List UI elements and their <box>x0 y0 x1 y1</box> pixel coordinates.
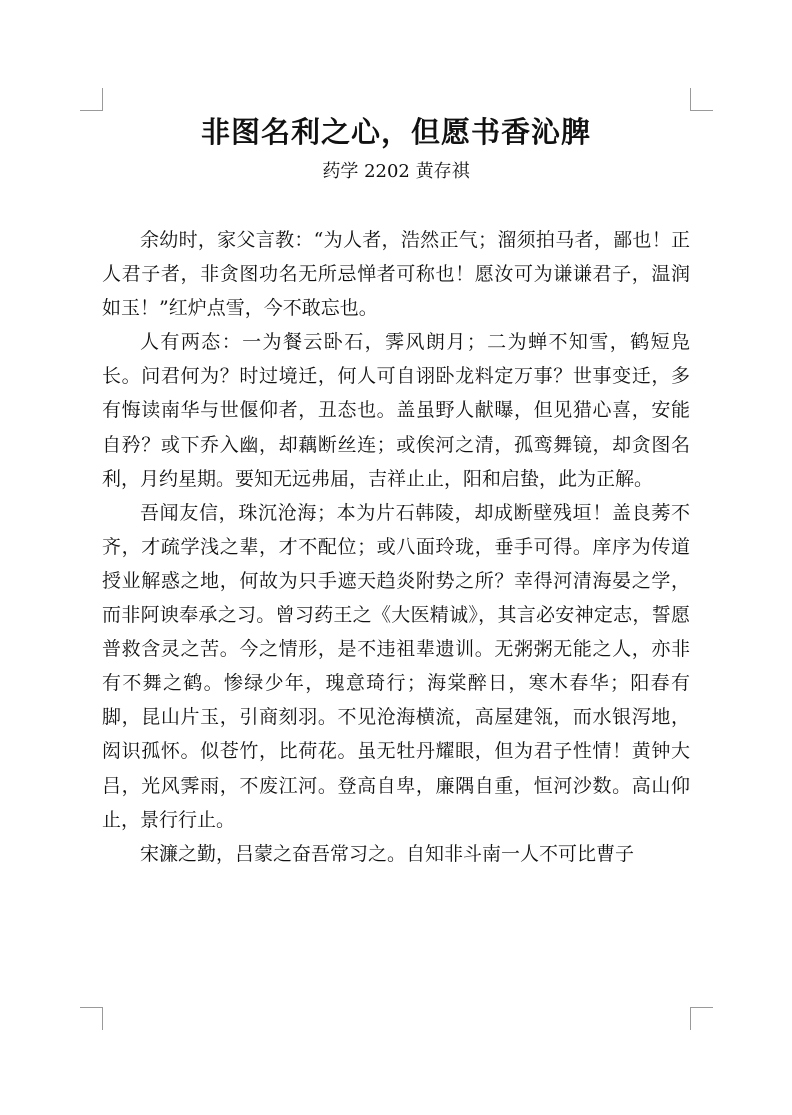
document-body <box>102 223 690 1005</box>
margin-corner-mark <box>690 1007 713 1030</box>
paragraph: 吾闻友信，珠沉沧海；本为片石韩陵，却成断壁残垣！盖良莠不齐，才疏学浅之辈，才不配位；或八面玲珑，垂手可得。庠序为传道授业解惑之地，何故为只手遮天趋炎附势之所？幸得河清海晏之学，而非阿谀奉承之习。曾习药王之《大医精诚》，其言必安神定志，誓愿普救含灵之苦。今之情形，是不违祖辈遗训。无粥粥无能之人，亦非有不舞之鹤。惨绿少年，瑰意琦行；海棠醉日，寒木春华；阳春有脚，昆山片玉，引商刻羽。不见沧海横流，高屋建瓴，而水银泻地，闳识孤怀。似苍竹，比荷花。虽无牡丹耀眼，但为君子性情！黄钟大吕，光风霁雨，不废江河。登高自卑，廉隅自重，恒河沙数。高山仰止，景行行止。 <box>102 501 690 831</box>
margin-corner-mark <box>80 88 103 111</box>
paragraph: 人有两态：一为餐云卧石，霁风朗月；二为蝉不知雪，鹤短凫长。问君何为？时过境迁，何人可自诩卧龙料定万事？世事变迁，多有悔读南华与世偃仰者，丑态也。盖虽野人献曝，但见猎心喜，安能自矜？或下乔入幽，却藕断丝连；或俟河之清，孤鸾舞镜，却贪图名利，月约星期。要知无远弗届，吉祥止止，阳和启蛰，此为正解。 <box>102 331 690 490</box>
document-byline: 药学 2202 黄存祺 <box>322 161 470 182</box>
margin-corner-mark <box>690 88 713 111</box>
margin-corner-mark <box>80 1007 103 1030</box>
paragraph: 余幼时，家父言教：“为人者，浩然正气；溜须拍马者，鄙也！正人君子者，非贪图功名无所忌惮者可称也！愿汝可为谦谦君子，温润如玉！”红炉点雪，今不敢忘也。 <box>102 229 690 320</box>
paragraph: 宋濂之勤，吕蒙之奋吾常习之。自知非斗南一人不可比曹子 <box>140 842 635 865</box>
document-title: 非图名利之心，但愿书香沁脾 <box>200 115 591 149</box>
